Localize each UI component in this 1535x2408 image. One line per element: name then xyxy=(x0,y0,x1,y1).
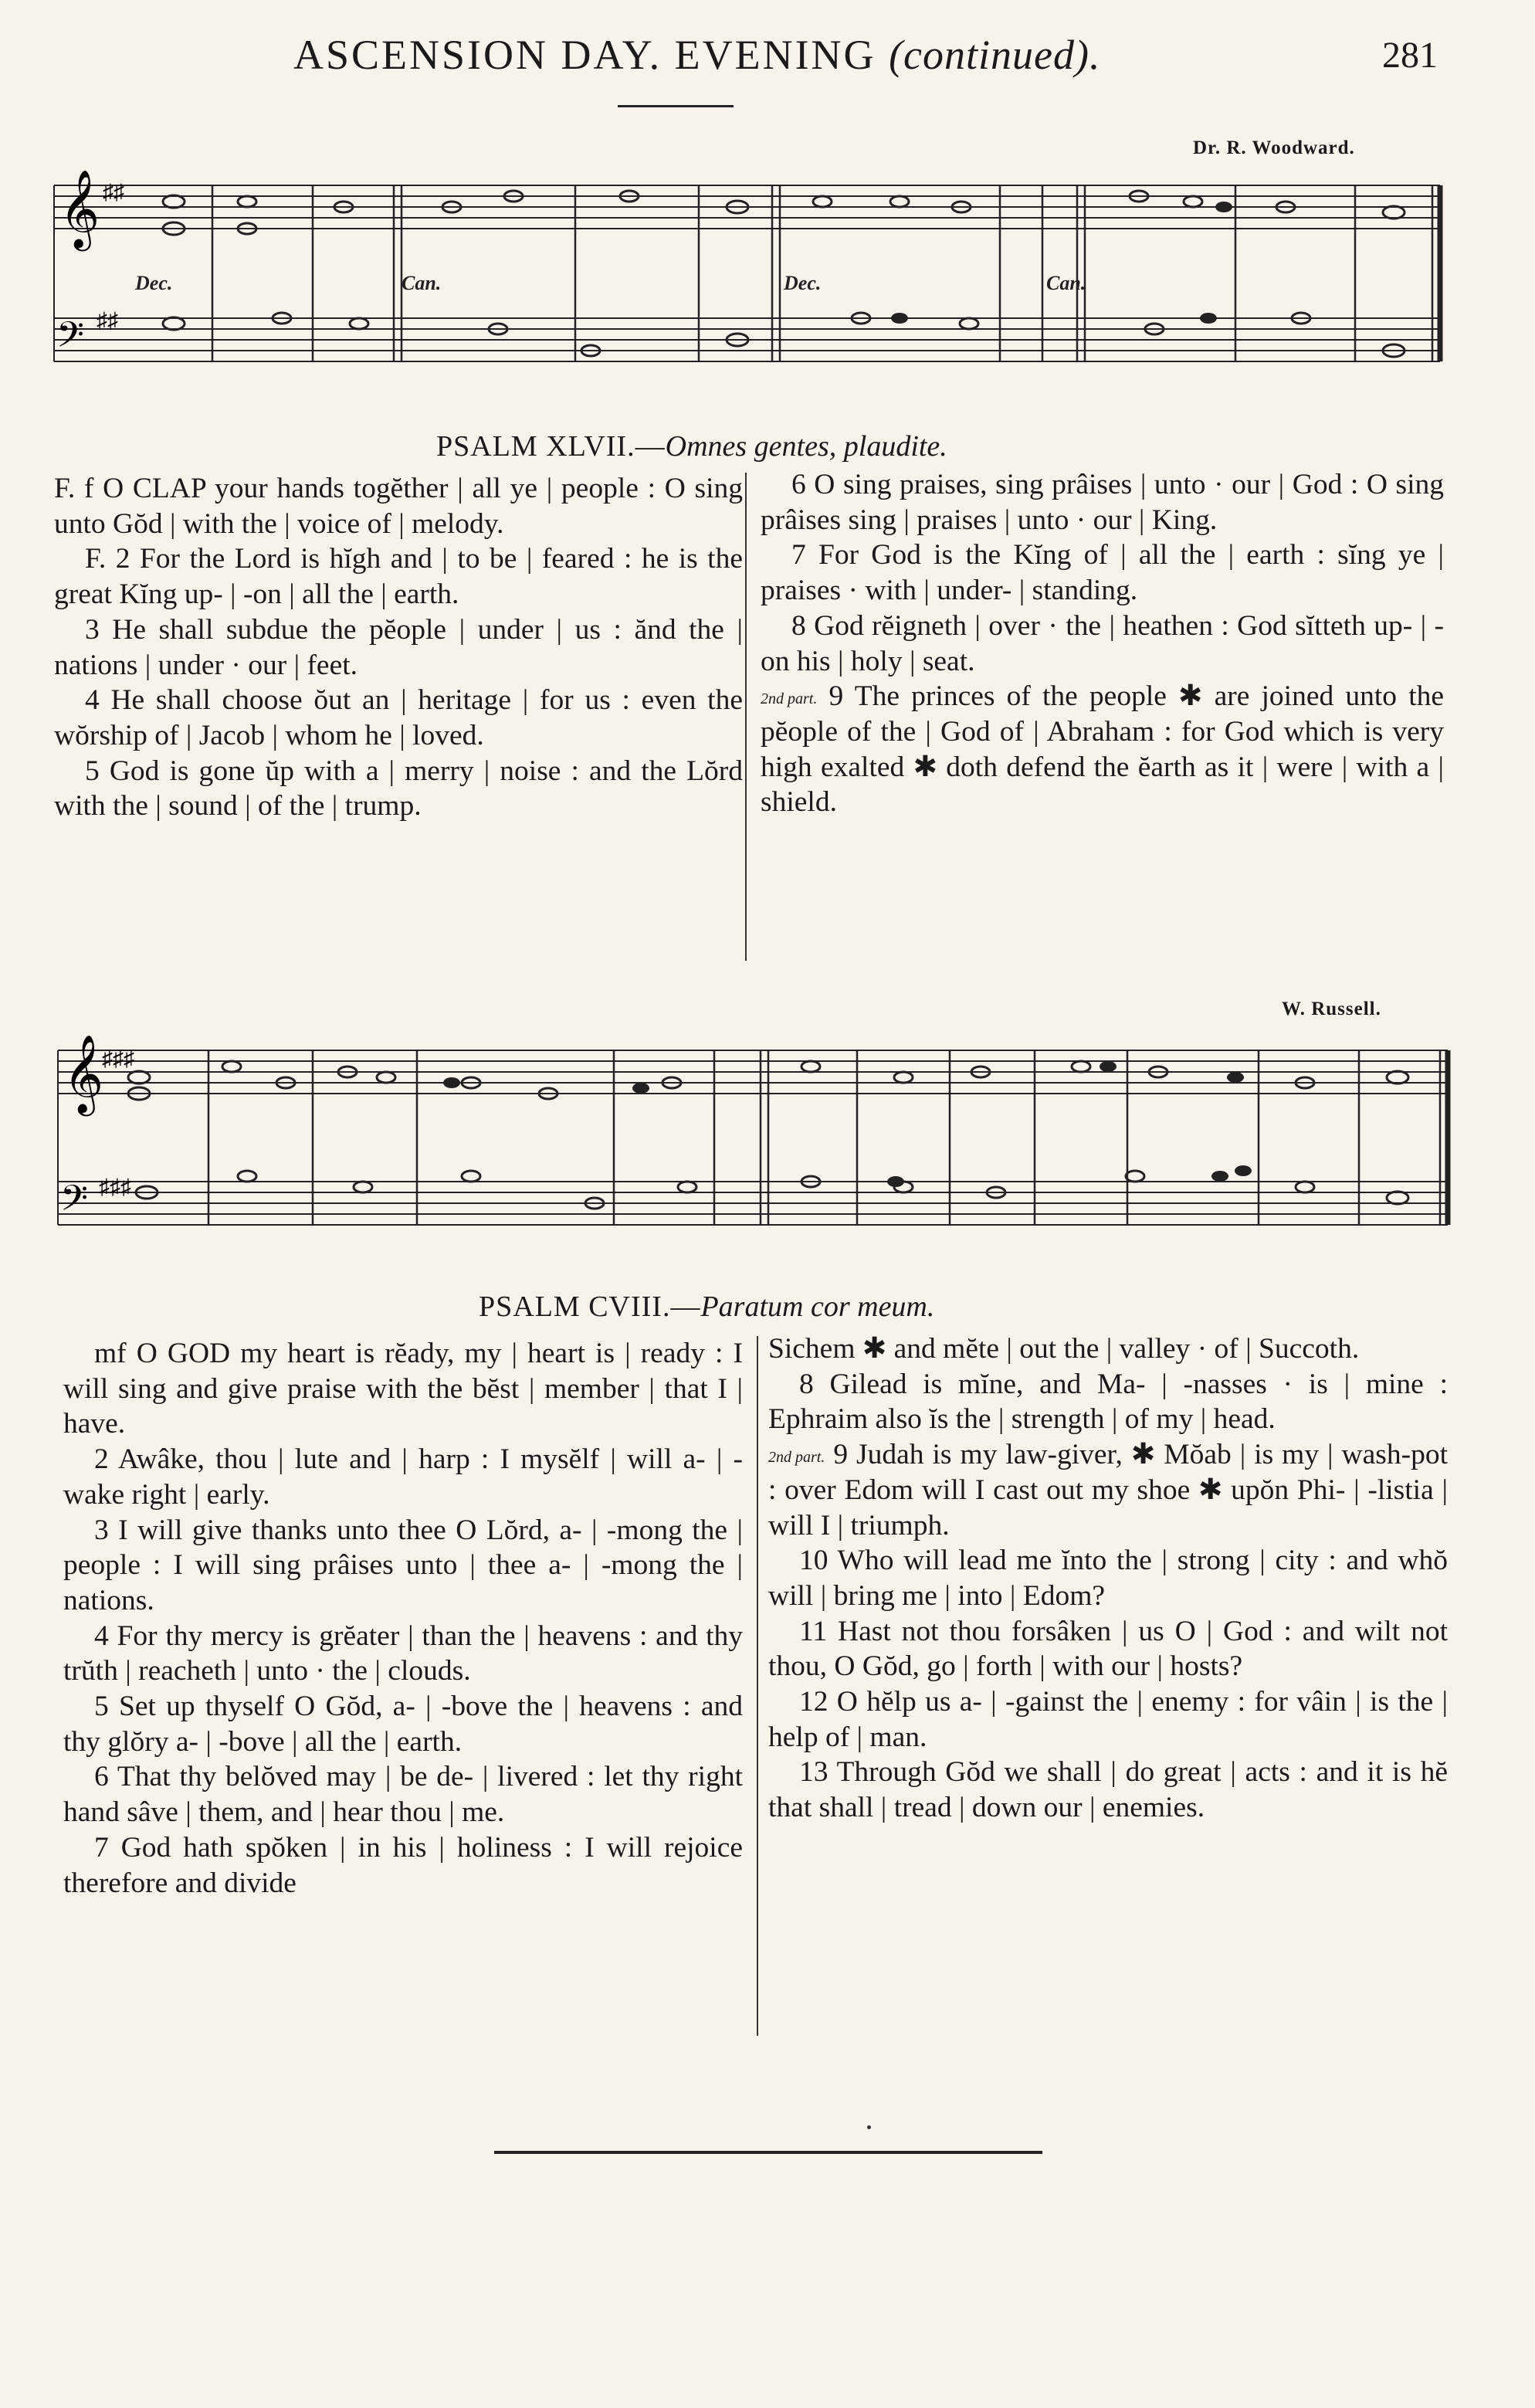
key-signature-icon: ♯♯ xyxy=(103,181,124,205)
chant2-notes-filled xyxy=(443,1061,1252,1187)
verse: 13 Through Gŏd we shall | do great | acts : and it is hĕ that shall | tread | down our | enemies. xyxy=(768,1756,1448,1824)
chant1-label-can: Can. xyxy=(402,272,442,294)
verse: 6 O sing praises, sing prâises | unto · our | God : O sing prâises sing | praises | unto · our | King. xyxy=(761,469,1444,536)
chant1-label-dec: Dec. xyxy=(135,272,173,294)
page-header xyxy=(293,31,1374,79)
chant1-label-dec-2: Dec. xyxy=(784,272,822,294)
verse: 7 For God is the Kĭng of | all the | earth : sĭng ye | praises · with | under- | standing. xyxy=(761,539,1444,607)
header-title: ASCENSION DAY. EVENING xyxy=(293,32,876,78)
header-rule xyxy=(618,105,734,107)
verse: 8 God rĕigneth | over · the | heathen : God sĭtteth up- | -on his | holy | seat. xyxy=(761,609,1444,677)
verse: 4 He shall choose ŏut an | heritage | for us : even the wŏrship of | Jacob | whom he | loved. xyxy=(54,684,743,751)
verse: 5 Set up thyself O Gŏd, a- | -bove the | heavens : and thy glŏry a- | -bove | all the | earth. xyxy=(63,1691,743,1758)
treble-clef-icon: 𝄞 xyxy=(59,172,100,247)
verse-second-part xyxy=(768,1437,1448,1543)
verse: mf O GOD my heart is rĕady, my | heart is | ready : I will sing and give praise with the bĕst | member | that I | have. xyxy=(63,1338,743,1440)
key-signature-icon: ♯♯♯ xyxy=(102,1047,134,1071)
verse: 5 God is gone ŭp with a | merry | noise : and the Lŏrd with the | sound | of the | trump. xyxy=(54,755,743,822)
verse: 8 Gilead is mĭne, and Ma- | -nasses · is | mine : Ephraim also ĭs the | strength | of my | head. xyxy=(768,1368,1448,1436)
psalm47-title xyxy=(436,429,947,463)
psalm108-number: PSALM CVIII.— xyxy=(479,1290,701,1323)
bass-clef-icon: 𝄢 xyxy=(60,1179,89,1227)
verse: 2 Awâke, thou | lute and | harp : I mysĕlf | will a- | -wake right | early. xyxy=(63,1443,743,1511)
verse: Sichem ✱ and mĕte | out the | valley · of | Succoth. xyxy=(768,1333,1360,1365)
column-divider xyxy=(745,473,747,961)
bass-clef-icon: 𝄢 xyxy=(56,316,85,364)
psalm47-latin: Omnes gentes, plaudite. xyxy=(665,430,947,463)
verse: 6 That thy belŏved may | be de- | livered : let thy right hand sâve | them, and | hear thou | me. xyxy=(63,1761,743,1829)
chant1-barlines xyxy=(212,185,1440,361)
verse: F. f O CLAP your hands togĕther | all ye | people : O sing unto Gŏd | with the | voice of | melody. xyxy=(54,473,743,540)
psalm47-column-left xyxy=(54,471,743,824)
key-signature-icon: ♯♯♯ xyxy=(99,1175,131,1199)
chant1-composer: Dr. R. Woodward. xyxy=(1193,137,1355,158)
verse: F. 2 For the Lord is hĭgh and | to be | feared : he is the great Kĭng up- | -on | all the | earth. xyxy=(54,543,743,611)
verse: 9 The princes of the people ✱ are joined unto the pĕople of the | God of | Abraham : for God which is very high exalted ✱ doth defend the ĕarth as it | were | with a | shield. xyxy=(761,680,1445,819)
header-continued: (continued). xyxy=(889,32,1101,78)
chant1-score xyxy=(50,154,1448,386)
verse: 12 O hĕlp us a- | -gainst the | enemy : for vâin | is the | help of | man. xyxy=(768,1686,1448,1753)
verse: 4 For thy mercy is grĕater | than the | heavens : and thy trŭth | reacheth | unto · the | clouds. xyxy=(63,1619,743,1687)
verse-second-part xyxy=(761,679,1444,820)
key-signature-icon: ♯♯ xyxy=(97,309,118,333)
part-label: 2nd part. xyxy=(761,690,818,707)
part-label: 2nd part. xyxy=(768,1448,825,1466)
chant2-composer: W. Russell. xyxy=(1282,999,1381,1019)
ornament-dot xyxy=(867,2125,871,2129)
treble-clef-icon: 𝄞 xyxy=(63,1037,104,1112)
page-number: 281 xyxy=(1382,35,1438,76)
verse: 10 Who will lead me ĭnto the | strong | city : and whŏ will | bring me | into | Edom? xyxy=(768,1545,1448,1612)
verse: 11 Hast not thou forsâken | us O | God : and wilt not thou, O Gŏd, go | forth | with our | hosts? xyxy=(768,1615,1448,1683)
psalm47-column-right xyxy=(761,467,1444,820)
chant1-label-can-2: Can. xyxy=(1046,272,1086,294)
psalm108-title xyxy=(479,1290,934,1324)
verse: 9 Judah is my law-giver, ✱ Mŏab | is my | wash-pot : over Edom will I cast out my shoe ✱ upŏn Phi- | -listia | will I | triumph. xyxy=(768,1439,1448,1541)
footer-rule xyxy=(494,2151,1042,2154)
verse: 7 God hath spŏken | in his | holiness : I will rejoice therefore and divide xyxy=(63,1831,743,1899)
chant1-notes-filled xyxy=(891,202,1232,324)
psalm108-column-right xyxy=(768,1331,1448,1826)
verse: 3 He shall subdue the pĕople | under | us : ănd the | nations | under · our | feet. xyxy=(54,613,743,681)
chant2-treble-staff xyxy=(58,1050,1448,1094)
psalm108-latin: Paratum cor meum. xyxy=(700,1290,935,1323)
chant2-bass-staff xyxy=(58,1182,1448,1225)
psalm47-number: PSALM XLVII.— xyxy=(436,430,666,463)
verse: 3 I will give thanks unto thee O Lŏrd, a- | -mong the | people : I will sing prâises unto | thee a- | -mong the | nations. xyxy=(63,1514,743,1616)
column-divider xyxy=(757,1336,758,2036)
psalm108-column-left xyxy=(63,1336,743,1901)
chant2-score xyxy=(54,1019,1455,1259)
